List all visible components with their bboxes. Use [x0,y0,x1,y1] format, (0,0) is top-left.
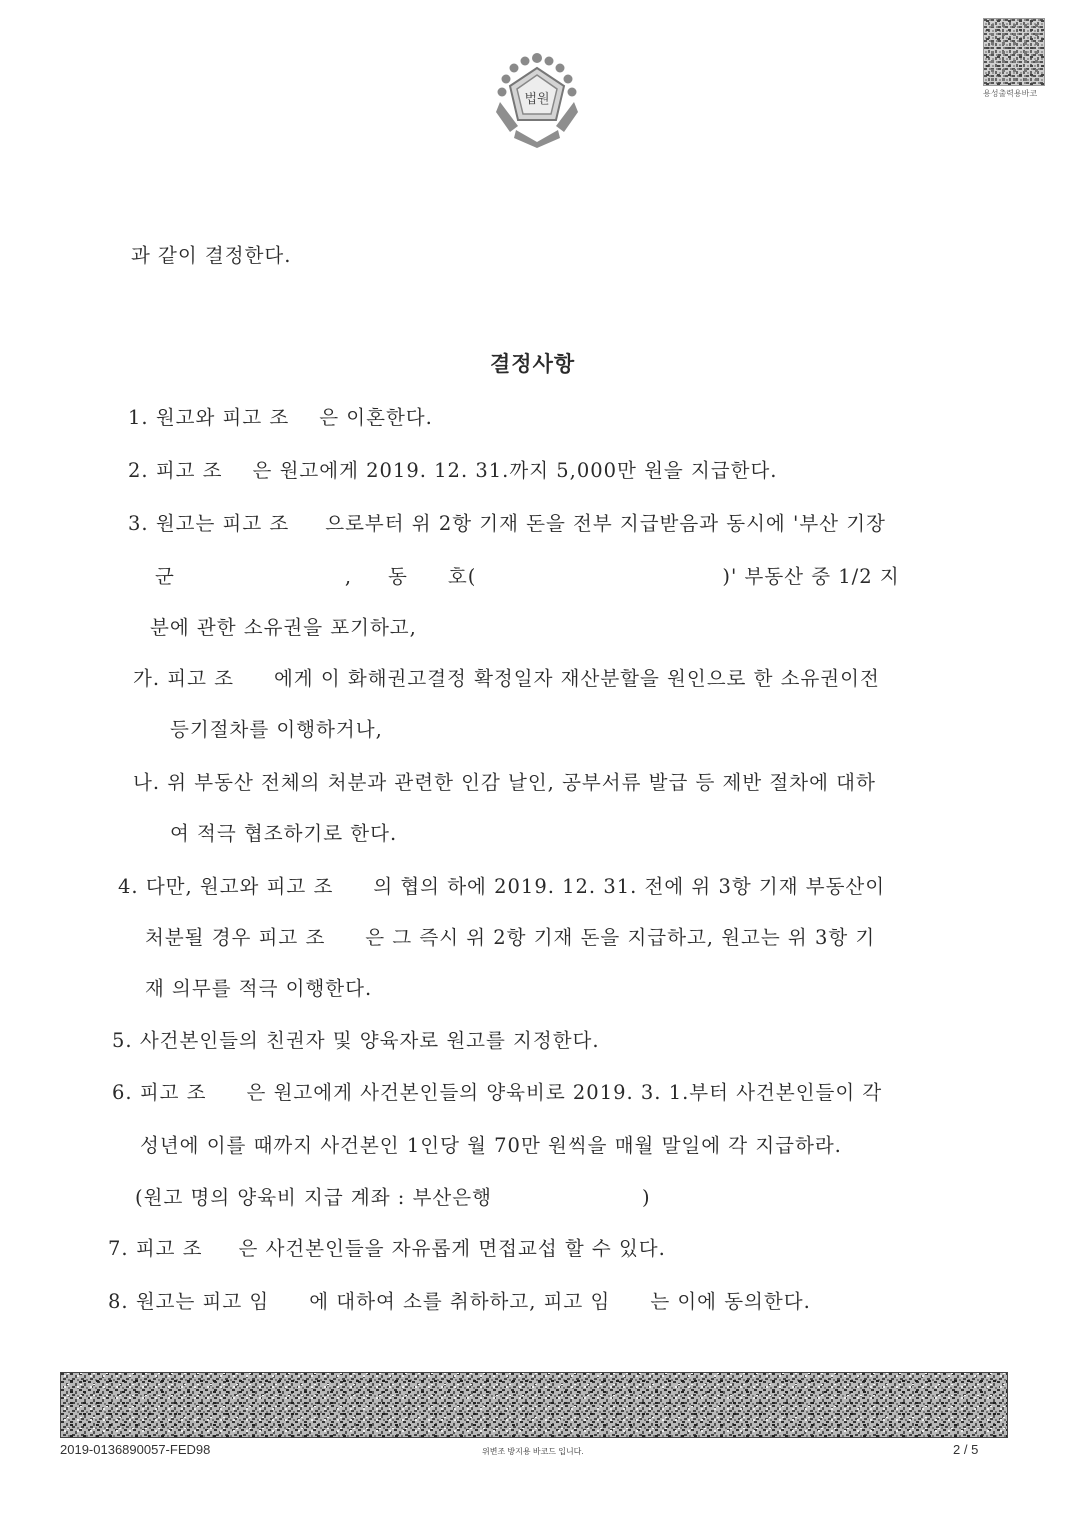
item-1 [128,402,433,430]
item-4-text-b: 의 협의 하에 2019. 12. 31. 전에 위 3항 기재 부동산이 [373,875,886,898]
item-6-account-close: ) [641,1186,651,1209]
section-heading: 결정사항 [490,351,576,376]
page-number: 2 / 5 [953,1442,979,1457]
item-6-text-a: 피고 조 [139,1081,207,1104]
item-3-comma: , [344,565,353,588]
item-3-na-text: 위 부동산 전체의 처분과 관련한 인감 날인, 공부서류 발급 등 제반 절차에 대하 [167,771,876,794]
item-3-ga-line-2: 등기절차를 이행하거나, [170,718,383,741]
seal-label: 법원 [524,92,550,107]
item-5 [112,1025,600,1053]
item-3-ho: 호( [447,565,477,588]
item-4-line-2 [145,922,875,950]
item-3-ga-line-1 [133,663,880,691]
item-3-line-3: 분에 관한 소유권을 포기하고, [150,616,417,639]
item-3-na-line-2: 여 적극 협조하기로 한다. [170,822,398,845]
item-5-text: 사건본인들의 친권자 및 양육자로 원고를 지정한다. [139,1029,600,1052]
qr-caption: 용성출력용바코 [983,89,1038,98]
item-7-text-b: 은 사건본인들을 자유롭게 면접교섭 할 수 있다. [238,1237,666,1260]
item-4-text-a: 다만, 원고와 피고 조 [145,875,334,898]
item-6-text-b: 은 원고에게 사건본인들의 양육비로 2019. 3. 1.부터 사건본인들이 각 [246,1081,883,1104]
intro-line: 과 같이 결정한다. [131,244,292,267]
item-8-number: 8. [108,1290,129,1313]
item-4-line-3: 재 의무를 적극 이행한다. [145,977,373,1000]
item-6-number: 6. [112,1081,133,1104]
item-2-number: 2. [128,459,149,482]
item-3-ga-text-a: 피고 조 [167,667,234,690]
item-7-text-a: 피고 조 [135,1237,203,1260]
item-3-na-marker: 나. [133,771,161,794]
item-3-number: 3. [128,512,149,535]
item-3-na-line-1 [133,767,876,795]
barcode-caption: 위변조 방지용 바코드 입니다. [482,1447,584,1456]
barcode-pattern-icon [61,1373,1007,1437]
item-3-line-1 [128,508,886,536]
item-5-number: 5. [112,1029,133,1052]
item-2-text-b: 은 원고에게 2019. 12. 31.까지 5,000만 원을 지급한다. [252,459,778,482]
item-8-text-c: 는 이에 동의한다. [650,1290,811,1313]
item-6-account-line [135,1182,651,1210]
item-1-number: 1. [128,406,149,429]
qr-code [983,18,1045,98]
item-2-text-a: 피고 조 [155,459,223,482]
item-4-number: 4. [118,875,139,898]
item-8 [108,1286,811,1314]
item-1-text-a: 원고와 피고 조 [155,406,290,429]
item-2 [128,455,778,483]
item-4-text-c: 처분될 경우 피고 조 [145,926,326,949]
item-3-text-a: 원고는 피고 조 [155,512,290,535]
item-3-gun: 군 [155,565,175,588]
item-3-ga-marker: 가. [133,667,161,690]
item-3-text-b: 으로부터 위 2항 기재 돈을 전부 지급받음과 동시에 '부산 기장 [325,512,886,535]
document-id: 2019-0136890057-FED98 [60,1442,211,1457]
anti-forgery-barcode [60,1372,1008,1438]
item-3-dong: 동 [388,565,408,588]
qr-pattern-icon [983,18,1045,86]
item-6-line-2: 성년에 이를 때까지 사건본인 1인당 월 70만 원씩을 매월 말일에 각 지급하라. [140,1134,842,1157]
item-7 [108,1233,666,1261]
item-4-text-d: 은 그 즉시 위 2항 기재 돈을 지급하고, 원고는 위 3항 기 [365,926,876,949]
item-3-ga-text-b: 에게 이 화해권고결정 확정일자 재산분할을 원인으로 한 소유권이전 [273,667,880,690]
item-8-text-b: 에 대하여 소를 취하하고, 피고 임 [309,1290,611,1313]
item-6-line-1 [112,1077,882,1105]
item-1-text-b: 은 이혼한다. [319,406,433,429]
item-3-line-2 [155,561,900,589]
item-6-account-label: (원고 명의 양육비 지급 계좌 : 부산은행 [135,1186,492,1209]
item-8-text-a: 원고는 피고 임 [135,1290,270,1313]
court-seal-icon [494,50,580,148]
item-7-number: 7. [108,1237,129,1260]
item-3-property: )' 부동산 중 1/2 지 [722,565,900,588]
item-4-line-1 [118,871,885,899]
